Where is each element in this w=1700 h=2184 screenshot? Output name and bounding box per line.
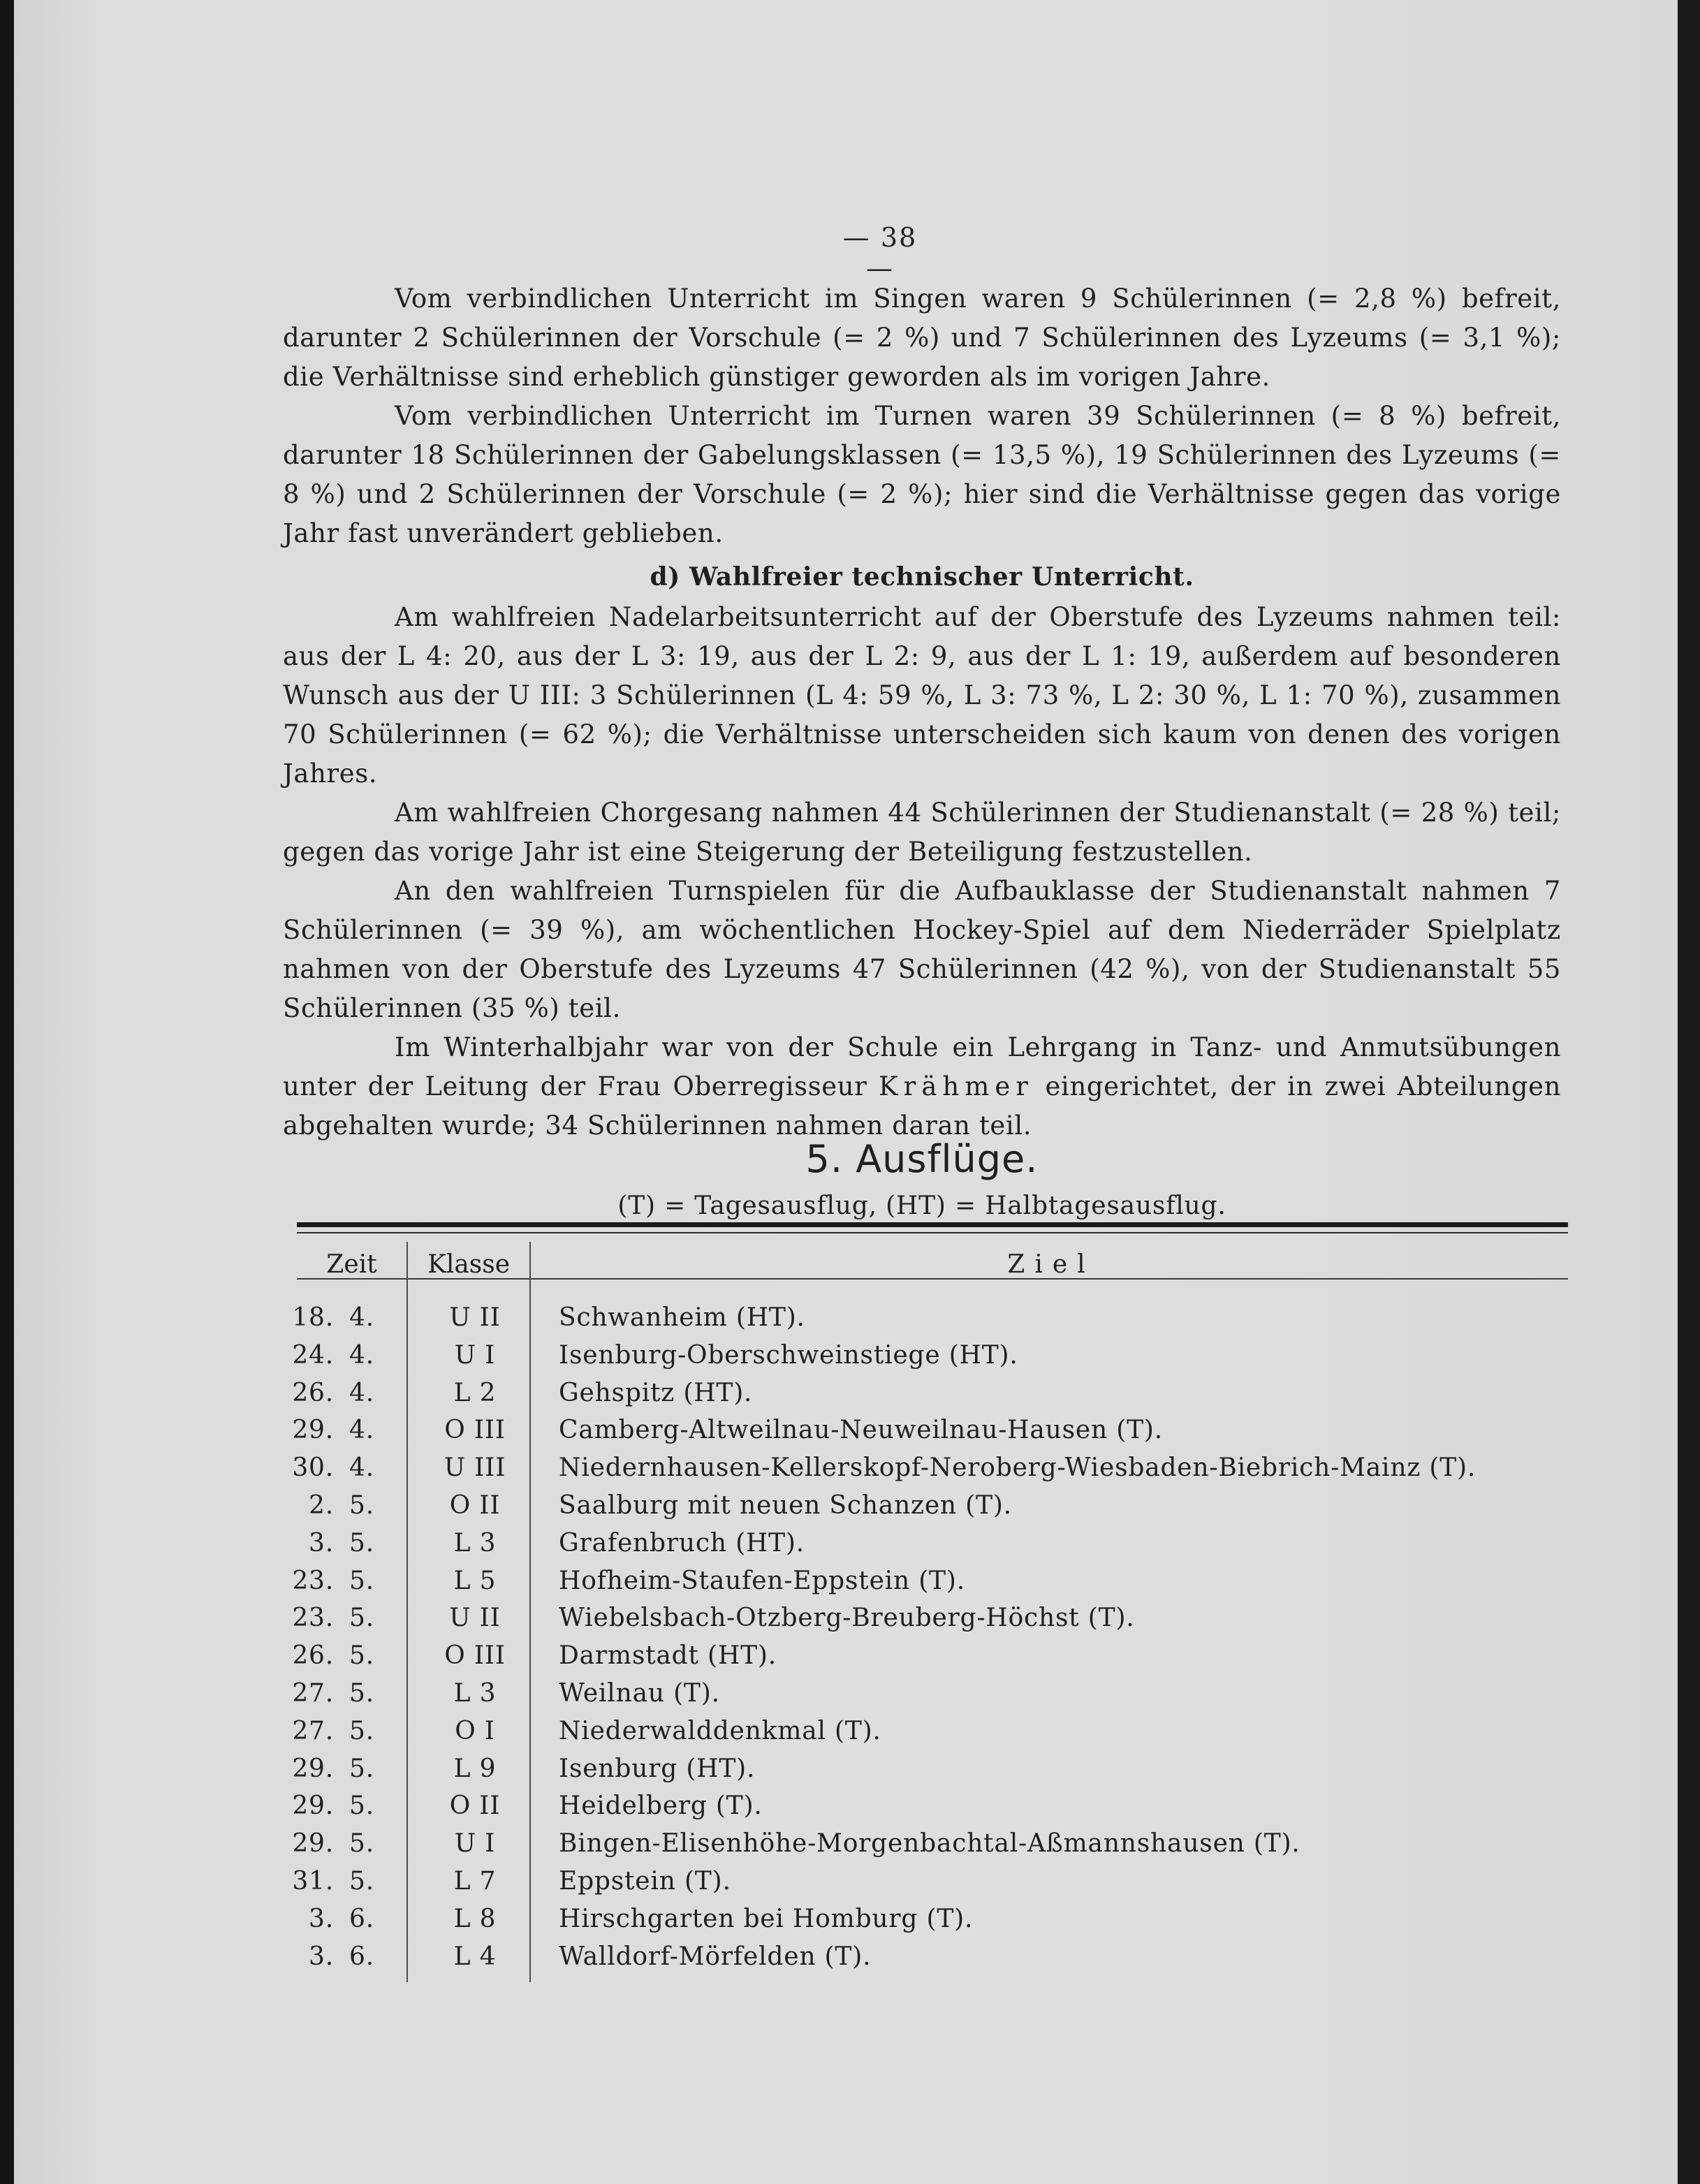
row-klasse: O II	[449, 1791, 501, 1821]
row-month: 5.	[349, 1791, 374, 1821]
table-header-ziel: Ziel	[1007, 1250, 1095, 1279]
paragraph-tanz-start: Im Winterhalbjahr war von der Schule ein Lehrgang in Tanz- und Anmutsübungen unter der Leitung der Frau Oberregisseur	[283, 1032, 1561, 1101]
subheading-technischer-unterricht: d) Wahlfreier technischer Unterricht.	[650, 562, 1194, 592]
table-top-rule-thin	[297, 1232, 1568, 1233]
row-ziel: Hirschgarten bei Homburg (T).	[559, 1904, 974, 1933]
row-month: 4.	[349, 1453, 374, 1483]
row-ziel: Bingen-Elisenhöhe-Morgenbachtal-Aßmannshausen (T).	[559, 1829, 1300, 1859]
row-day: 26.	[292, 1378, 334, 1407]
row-klasse: L 3	[453, 1678, 497, 1708]
row-month: 4.	[349, 1303, 374, 1332]
row-day: 2.	[309, 1490, 334, 1520]
paragraph-turnspiele: An den wahlfreien Turnspielen für die Aufbauklasse der Studienanstalt nahmen 7 Schülerinnen (= 39 %), am wöchentlichen Hockey-Spiel auf dem Niederräder Spielplatz nahmen von der Oberstufe des Lyzeums 47 Schülerinnen (42 %), von der Studienanstalt 55 Schülerinnen (35 %) teil.	[283, 876, 1561, 1023]
row-ziel: Grafenbruch (HT).	[559, 1528, 805, 1558]
row-month: 6.	[349, 1904, 374, 1933]
row-day: 29.	[292, 1416, 334, 1445]
row-klasse: L 2	[453, 1378, 497, 1407]
paragraph-chorgesang: Am wahlfreien Chorgesang nahmen 44 Schülerinnen der Studienanstalt (= 28 %) teil; gegen das vorige Jahr ist eine Steigerung der Beteiligung festzustellen.	[283, 798, 1561, 867]
row-ziel: Isenburg-Oberschweinstiege (HT).	[559, 1340, 1018, 1370]
row-klasse: U III	[444, 1453, 506, 1483]
scan-border-right	[1678, 0, 1700, 2184]
row-ziel: Gehspitz (HT).	[559, 1378, 753, 1407]
row-ziel: Darmstadt (HT).	[559, 1641, 777, 1671]
table-row	[279, 1453, 1571, 1491]
row-ziel: Niedernhausen-Kellerskopf-Neroberg-Wiesbaden-Biebrich-Mainz (T).	[559, 1453, 1476, 1483]
paragraph-tanz	[283, 1028, 1561, 1145]
table-header-klasse: Klasse	[427, 1250, 511, 1279]
row-month: 5.	[349, 1754, 374, 1783]
row-day: 3.	[309, 1528, 334, 1558]
paragraph-singen: Vom verbindlichen Unterricht im Singen waren 9 Schülerinnen (= 2,8 %) befreit, darunter 2 Schülerinnen der Vorschule (= 2 %) und 7 Schülerinnen des Lyzeums (= 3,1 %); die Verhältnisse sind erheblich günstiger geworden als im vorigen Jahre.	[283, 284, 1561, 392]
table-row	[279, 1754, 1571, 1792]
table-row	[279, 1379, 1571, 1416]
table-row	[279, 1942, 1571, 1980]
row-month: 5.	[349, 1716, 374, 1745]
row-day: 18.	[292, 1303, 334, 1332]
row-day: 26.	[292, 1641, 334, 1671]
row-month: 5.	[349, 1566, 374, 1595]
row-ziel: Saalburg mit neuen Schanzen (T).	[559, 1490, 1012, 1520]
paragraph-tanz-end: eingerichtet, der in zwei Abteilungen abgehalten wurde; 34 Schülerinnen nahmen daran teil.	[283, 1071, 1561, 1141]
row-klasse: L 3	[453, 1528, 497, 1558]
row-klasse: U I	[454, 1340, 496, 1370]
row-day: 29.	[292, 1829, 334, 1859]
section-title: 5. Ausflüge.	[805, 1137, 1039, 1181]
row-day: 23.	[292, 1604, 334, 1633]
row-klasse: O I	[455, 1716, 495, 1745]
table-row	[279, 1303, 1571, 1341]
table-row	[279, 1341, 1571, 1379]
row-day: 29.	[292, 1791, 334, 1821]
table-row	[279, 1905, 1571, 1942]
table-row	[279, 1829, 1571, 1867]
row-ziel: Eppstein (T).	[559, 1866, 731, 1896]
paragraph-tanz-name: Krähmer	[879, 1071, 1034, 1101]
row-ziel: Camberg-Altweilnau-Neuweilnau-Hausen (T).	[559, 1416, 1163, 1445]
row-ziel: Heidelberg (T).	[559, 1791, 763, 1821]
section-legend: (T) = Tagesausflug, (HT) = Halbtagesausflug.	[617, 1192, 1226, 1220]
table-row	[279, 1791, 1571, 1829]
page-number: — 38 —	[842, 222, 918, 284]
paragraph-turnen: Vom verbindlichen Unterricht im Turnen waren 39 Schülerinnen (= 8 %) befreit, darunter 18 Schülerinnen der Gabelungsklassen (= 13,5 %), 19 Schülerinnen des Lyzeums (= 8 %) und 2 Schülerinnen der Vorschule (= 2 %); hier sind die Verhältnisse gegen das vorige Jahr fast unverändert geblieben.	[283, 401, 1561, 548]
row-month: 5.	[349, 1678, 374, 1708]
row-klasse: L 4	[453, 1942, 497, 1971]
row-klasse: L 7	[453, 1866, 497, 1896]
table-row	[279, 1679, 1571, 1717]
body-text	[283, 279, 1561, 1145]
row-ziel: Wiebelsbach-Otzberg-Breuberg-Höchst (T).	[559, 1604, 1135, 1633]
row-ziel: Isenburg (HT).	[559, 1754, 756, 1783]
table-row	[279, 1867, 1571, 1905]
table-row	[279, 1567, 1571, 1604]
row-klasse: U II	[449, 1303, 501, 1332]
row-ziel: Niederwalddenkmal (T).	[559, 1716, 881, 1745]
row-klasse: O III	[444, 1641, 506, 1671]
row-month: 6.	[349, 1942, 374, 1971]
table-header-zeit: Zeit	[326, 1250, 377, 1279]
row-day: 23.	[292, 1566, 334, 1595]
row-month: 5.	[349, 1866, 374, 1896]
row-month: 4.	[349, 1340, 374, 1370]
row-klasse: O III	[444, 1416, 506, 1445]
row-day: 30.	[292, 1453, 334, 1483]
table-row	[279, 1491, 1571, 1529]
table-row	[279, 1641, 1571, 1679]
row-ziel: Hofheim-Staufen-Eppstein (T).	[559, 1566, 965, 1595]
row-day: 27.	[292, 1678, 334, 1708]
table-row	[279, 1416, 1571, 1453]
row-day: 24.	[292, 1340, 334, 1370]
row-ziel: Weilnau (T).	[559, 1678, 720, 1708]
scan-border-left	[0, 0, 14, 2184]
row-klasse: L 5	[453, 1566, 497, 1595]
row-klasse: L 9	[453, 1754, 497, 1783]
table-top-rule	[297, 1222, 1568, 1227]
row-ziel: Walldorf-Mörfelden (T).	[559, 1942, 872, 1971]
row-day: 3.	[309, 1904, 334, 1933]
row-month: 4.	[349, 1378, 374, 1407]
row-month: 5.	[349, 1641, 374, 1671]
table-row	[279, 1604, 1571, 1641]
row-day: 27.	[292, 1716, 334, 1745]
row-month: 5.	[349, 1528, 374, 1558]
table-body	[279, 1303, 1571, 1979]
paragraph-nadelarbeit: Am wahlfreien Nadelarbeitsunterricht auf der Oberstufe des Lyzeums nahmen teil: aus der L 4: 20, aus der L 3: 19, aus der L 2: 9, aus der L 1: 19, außerdem auf besonderen Wunsch aus der U III: 3 Schülerinnen (L 4: 59 %, L 3: 73 %, L 2: 30 %, L 1: 70 %), zusammen 70 Schülerinnen (= 62 %); die Verhältnisse unterscheiden sich kaum von denen des vorigen Jahres.	[283, 602, 1561, 789]
row-klasse: O II	[449, 1490, 501, 1520]
row-klasse: U II	[449, 1604, 501, 1633]
row-month: 5.	[349, 1604, 374, 1633]
row-ziel: Schwanheim (HT).	[559, 1303, 805, 1332]
row-day: 29.	[292, 1754, 334, 1783]
row-day: 31.	[292, 1866, 334, 1896]
row-month: 4.	[349, 1416, 374, 1445]
row-month: 5.	[349, 1490, 374, 1520]
row-day: 3.	[309, 1942, 334, 1971]
row-month: 5.	[349, 1829, 374, 1859]
row-klasse: L 8	[453, 1904, 497, 1933]
table-row	[279, 1717, 1571, 1754]
row-klasse: U I	[454, 1829, 496, 1859]
table-row	[279, 1529, 1571, 1567]
